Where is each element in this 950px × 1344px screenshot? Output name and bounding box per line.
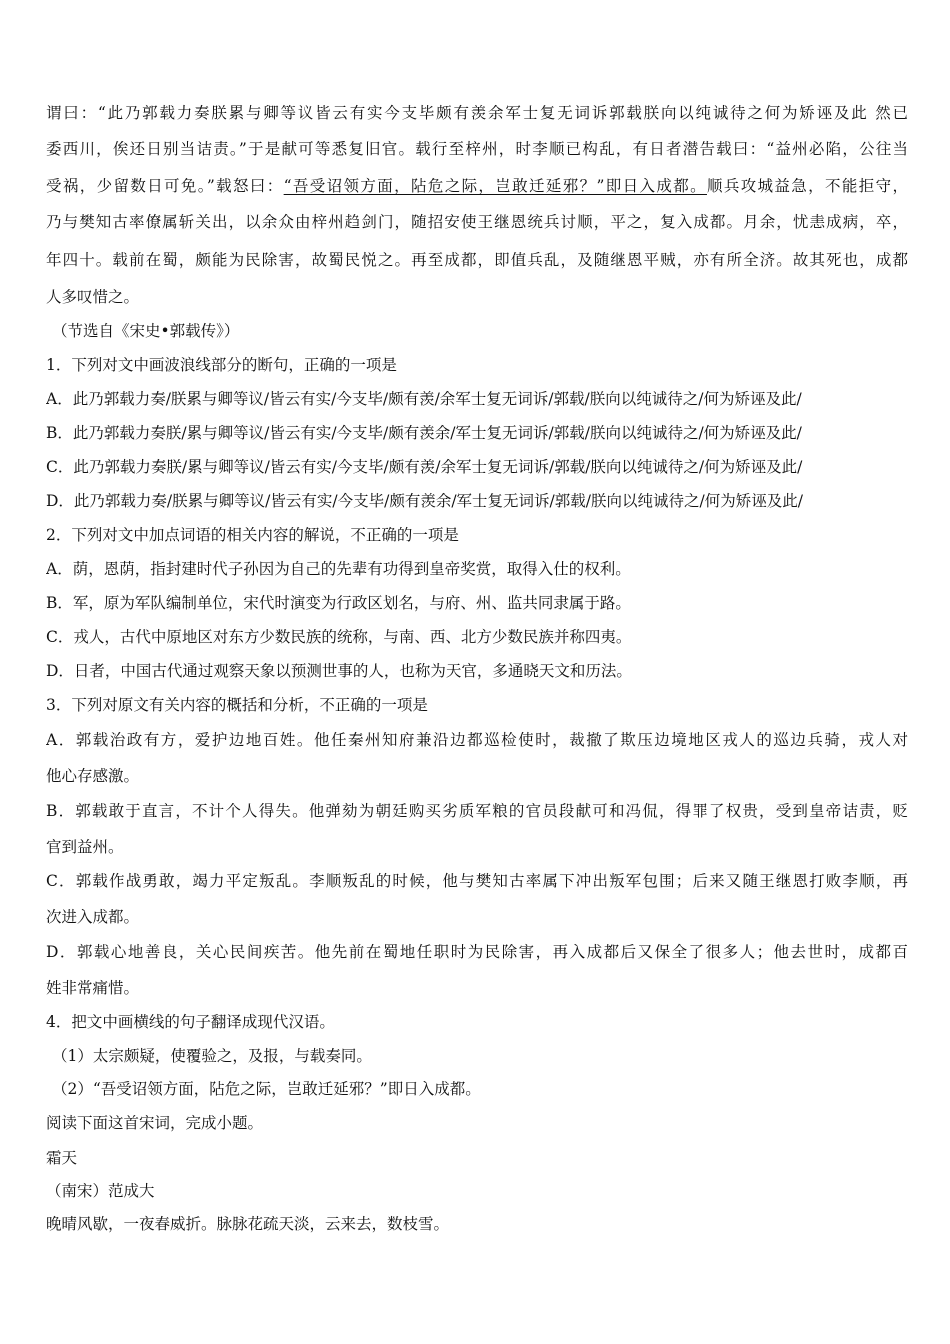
question-3-option-d-cont: 姓非常痛惜。 — [46, 979, 140, 997]
passage-line: 委西川，俟还日别当诘责。”于是献可等悉复旧官。载行至梓州，时李顺已构乱，有日者潜告载曰：“益州必陷，公往当 — [46, 140, 908, 158]
passage-line: 谓曰：“此乃郭载力奏朕累与卿等议皆云有实今支毕颇有羡余军士复无词诉郭载朕向以纯诚待之何为矫诬及此 然已 — [46, 104, 908, 122]
question-2-option-c: C．戎人，古代中原地区对东方少数民族的统称，与南、西、北方少数民族并称四夷。 — [46, 628, 632, 646]
poem-intro: 阅读下面这首宋词，完成小题。 — [46, 1114, 264, 1132]
question-3-option-d: D．郭载心地善良，关心民间疾苦。他先前在蜀地任职时为民除害，再入成都后又保全了很多人；他去世时，成都百 — [46, 943, 908, 961]
poem-author: （南宋）范成大 — [46, 1182, 155, 1200]
question-4-sentence-1: （1）太宗颇疑，使覆验之，及报，与载奏同。 — [52, 1047, 372, 1065]
question-3-option-b-cont: 官到益州。 — [46, 838, 124, 856]
question-3-option-c-cont: 次进入成都。 — [46, 908, 140, 926]
passage-source: （节选自《宋史•郭载传》） — [52, 322, 240, 340]
passage-line: 年四十。载前在蜀，颇能为民除害，故蜀民悦之。再至成都，即值兵乱，及随继恩平贼，亦有所全济。故其死也，成都 — [46, 251, 908, 269]
question-4-sentence-2: （2）“吾受诏领方面，阽危之际，岂敢迁延邪？”即日入成都。 — [52, 1080, 481, 1098]
question-1-option-c: C．此乃郭载力奏朕/累与卿等议/皆云有实/今支毕/颇有羡/余军士复无词诉/郭载/朕向以纯诚待之/何为矫诬及此/ — [46, 458, 803, 476]
passage-text: 顺兵攻城益急，不能拒守， — [706, 177, 908, 195]
underlined-sentence: “吾受诏领方面，阽危之际，岂敢迁延邪？”即日入成都。 — [283, 177, 707, 195]
passage-line-underlined — [46, 176, 908, 196]
question-1-option-d: D．此乃郭载力奏/朕累与卿等议/皆云有实/今支毕/颇有羡余/军士复无词诉/郭载/朕向以纯诚待之/何为矫诬及此/ — [46, 492, 803, 510]
question-1-option-b: B．此乃郭载力奏朕/累与卿等议/皆云有实/今支毕/颇有羡余/军士复无词诉/郭载/朕向以纯诚待之/何为矫诬及此/ — [46, 424, 802, 442]
poem-title: 霜天 — [46, 1149, 78, 1167]
poem-line: 晚晴风歇，一夜春威折。脉脉花疏天淡，云来去，数枝雪。 — [46, 1215, 450, 1233]
passage-line: 人多叹惜之。 — [46, 288, 140, 306]
question-3-option-a-cont: 他心存感激。 — [46, 767, 140, 785]
question-2-stem: 2．下列对文中加点词语的相关内容的解说，不正确的一项是 — [46, 526, 459, 544]
question-1-option-a: A．此乃郭载力奏/朕累与卿等议/皆云有实/今支毕/颇有羡/余军士复无词诉/郭载/朕向以纯诚待之/何为矫诬及此/ — [46, 390, 802, 408]
question-3-option-c: C．郭载作战勇敢，竭力平定叛乱。李顺叛乱的时候，他与樊知古率属下冲出叛军包围；后来又随王继恩打败李顺，再 — [46, 872, 908, 890]
passage-text: 受祸，少留数日可免。”载怒曰： — [46, 177, 284, 195]
question-3-option-b: B．郭载敢于直言，不计个人得失。他弹劾为朝廷购买劣质军粮的官员段献可和冯侃，得罪了权贵，受到皇帝诘责，贬 — [46, 802, 908, 820]
passage-line: 乃与樊知古率僚属斩关出，以余众由梓州趋剑门，随招安使王继恩统兵讨顺，平之，复入成都。月余，忧恚成病，卒， — [46, 213, 908, 231]
question-4-stem: 4．把文中画横线的句子翻译成现代汉语。 — [46, 1013, 335, 1031]
question-2-option-d: D．日者，中国古代通过观察天象以预测世事的人，也称为天官，多通晓天文和历法。 — [46, 662, 632, 680]
question-3-stem: 3．下列对原文有关内容的概括和分析，不正确的一项是 — [46, 696, 428, 714]
question-2-option-a: A．荫，恩荫，指封建时代子孙因为自己的先辈有功得到皇帝奖赏，取得入仕的权利。 — [46, 560, 631, 578]
question-3-option-a: A．郭载治政有方，爱护边地百姓。他任秦州知府兼沿边都巡检使时，裁撤了欺压边境地区戎人的巡边兵骑，戎人对 — [46, 731, 908, 749]
question-1-stem: 1．下列对文中画波浪线部分的断句，正确的一项是 — [46, 356, 397, 374]
question-2-option-b: B．军，原为军队编制单位，宋代时演变为行政区划名，与府、州、监共同隶属于路。 — [46, 594, 631, 612]
